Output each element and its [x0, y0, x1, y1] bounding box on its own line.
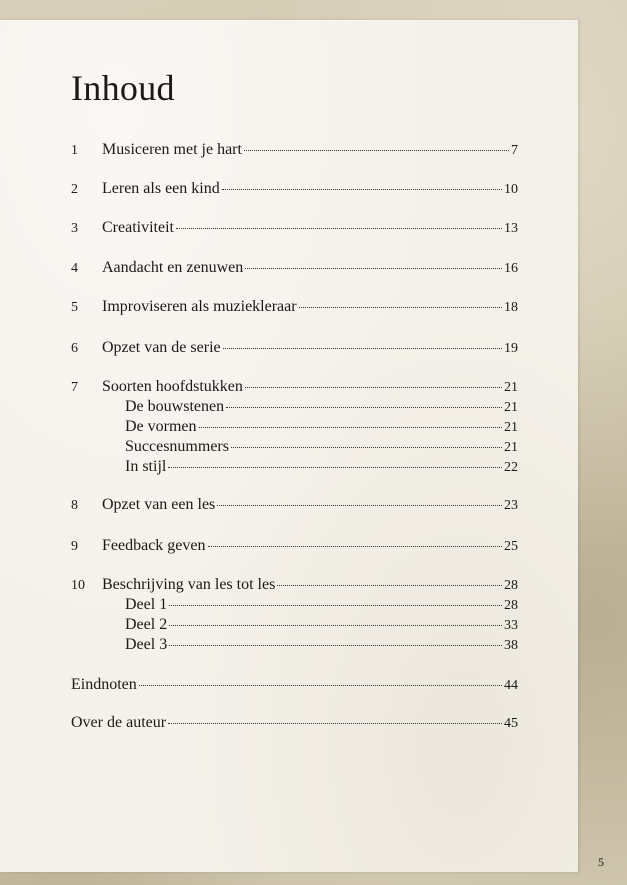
toc-subsection-title: Deel 1: [125, 596, 168, 613]
toc-leader-dots: [169, 645, 502, 646]
toc-entry-7[interactable]: [71, 377, 518, 397]
toc-page-number: 16: [504, 261, 518, 276]
toc-entry-3[interactable]: [71, 218, 518, 238]
toc-entry-endnotes[interactable]: [71, 675, 518, 695]
toc-page-number: 7: [511, 143, 518, 158]
toc-leader-dots: [169, 625, 502, 626]
toc-page-number: 33: [504, 618, 518, 633]
toc-page-number: 19: [504, 341, 518, 356]
toc-leader-dots: [277, 585, 502, 586]
toc-chapter-number: 6: [71, 341, 78, 356]
toc-subentry[interactable]: [125, 417, 518, 437]
toc-extra-title: Over de auteur: [71, 714, 167, 731]
toc-chapter-title: Leren als een kind: [102, 180, 220, 197]
toc-leader-dots: [245, 387, 502, 388]
toc-extra-title: Eindnoten: [71, 676, 137, 693]
toc-entry-1[interactable]: [71, 140, 518, 160]
toc-leader-dots: [169, 605, 502, 606]
toc-leader-dots: [168, 467, 502, 468]
toc-subentry[interactable]: [125, 397, 518, 417]
toc-page-number: 21: [504, 380, 518, 395]
toc-page-number: 38: [504, 638, 518, 653]
toc-page-number: 10: [504, 182, 518, 197]
toc-chapter-title: Musiceren met je hart: [102, 141, 242, 158]
toc-entry-4[interactable]: [71, 258, 518, 278]
toc-chapter-title: Soorten hoofdstukken: [102, 378, 243, 395]
toc-page-number: 21: [504, 400, 518, 415]
toc-leader-dots: [139, 685, 502, 686]
toc-page-number: 23: [504, 498, 518, 513]
toc-chapter-title: Creativiteit: [102, 219, 174, 236]
toc-subsection-title: De vormen: [125, 418, 197, 435]
toc-page-number: 13: [504, 221, 518, 236]
page-number: 5: [598, 855, 604, 869]
toc-chapter-title: Improviseren als muziekleraar: [102, 298, 297, 315]
toc-page-number: 28: [504, 598, 518, 613]
toc-subentry[interactable]: [125, 457, 518, 477]
toc-page-number: 28: [504, 578, 518, 593]
toc-leader-dots: [299, 307, 502, 308]
toc-leader-dots: [245, 268, 502, 269]
toc-page-number: 22: [504, 460, 518, 475]
toc-entry-5[interactable]: [71, 297, 518, 317]
toc-entry-10[interactable]: [71, 575, 518, 595]
toc-chapter-number: 2: [71, 182, 78, 197]
toc-page-number: 21: [504, 420, 518, 435]
toc-chapter-title: Feedback geven: [102, 537, 206, 554]
toc-chapter-number: 1: [71, 143, 78, 158]
toc-subentry[interactable]: [125, 635, 518, 655]
toc-chapter-title: Beschrijving van les tot les: [102, 576, 276, 593]
toc-subentry[interactable]: [125, 615, 518, 635]
toc-page-number: 21: [504, 440, 518, 455]
toc-page-number: 18: [504, 300, 518, 315]
page-title: Inhoud: [71, 68, 175, 108]
toc-chapter-number: 4: [71, 261, 78, 276]
toc-page-number: 45: [504, 716, 518, 731]
toc-leader-dots: [244, 150, 509, 151]
book-page: [0, 20, 578, 872]
toc-entry-about-author[interactable]: [71, 713, 518, 733]
toc-leader-dots: [226, 407, 502, 408]
toc-chapter-number: 5: [71, 300, 78, 315]
toc-page-number: 25: [504, 539, 518, 554]
toc-subsection-title: De bouwstenen: [125, 398, 225, 415]
toc-subsection-title: Deel 2: [125, 616, 168, 633]
toc-subsection-title: Succesnummers: [125, 438, 229, 455]
toc-chapter-number: 7: [71, 380, 78, 395]
toc-chapter-number: 3: [71, 221, 78, 236]
toc-subentry[interactable]: [125, 595, 518, 615]
toc-subsection-title: Deel 3: [125, 636, 168, 653]
toc-subsection-title: In stijl: [125, 458, 167, 475]
toc-chapter-title: Opzet van een les: [102, 496, 216, 513]
toc-chapter-title: Opzet van de serie: [102, 339, 221, 356]
toc-leader-dots: [217, 505, 502, 506]
toc-entry-6[interactable]: [71, 338, 518, 358]
toc-leader-dots: [168, 723, 502, 724]
toc-chapter-title: Aandacht en zenuwen: [102, 259, 244, 276]
toc-leader-dots: [208, 546, 502, 547]
toc-chapter-number: 8: [71, 498, 78, 513]
toc-leader-dots: [199, 427, 502, 428]
toc-leader-dots: [231, 447, 502, 448]
toc-leader-dots: [223, 348, 502, 349]
toc-subentry[interactable]: [125, 437, 518, 457]
toc-entry-8[interactable]: [71, 495, 518, 515]
toc-entry-9[interactable]: [71, 536, 518, 556]
toc-entry-2[interactable]: [71, 179, 518, 199]
toc-chapter-number: 9: [71, 539, 78, 554]
toc-leader-dots: [176, 228, 502, 229]
toc-leader-dots: [222, 189, 502, 190]
toc-page-number: 44: [504, 678, 518, 693]
toc-chapter-number: 10: [71, 578, 85, 593]
